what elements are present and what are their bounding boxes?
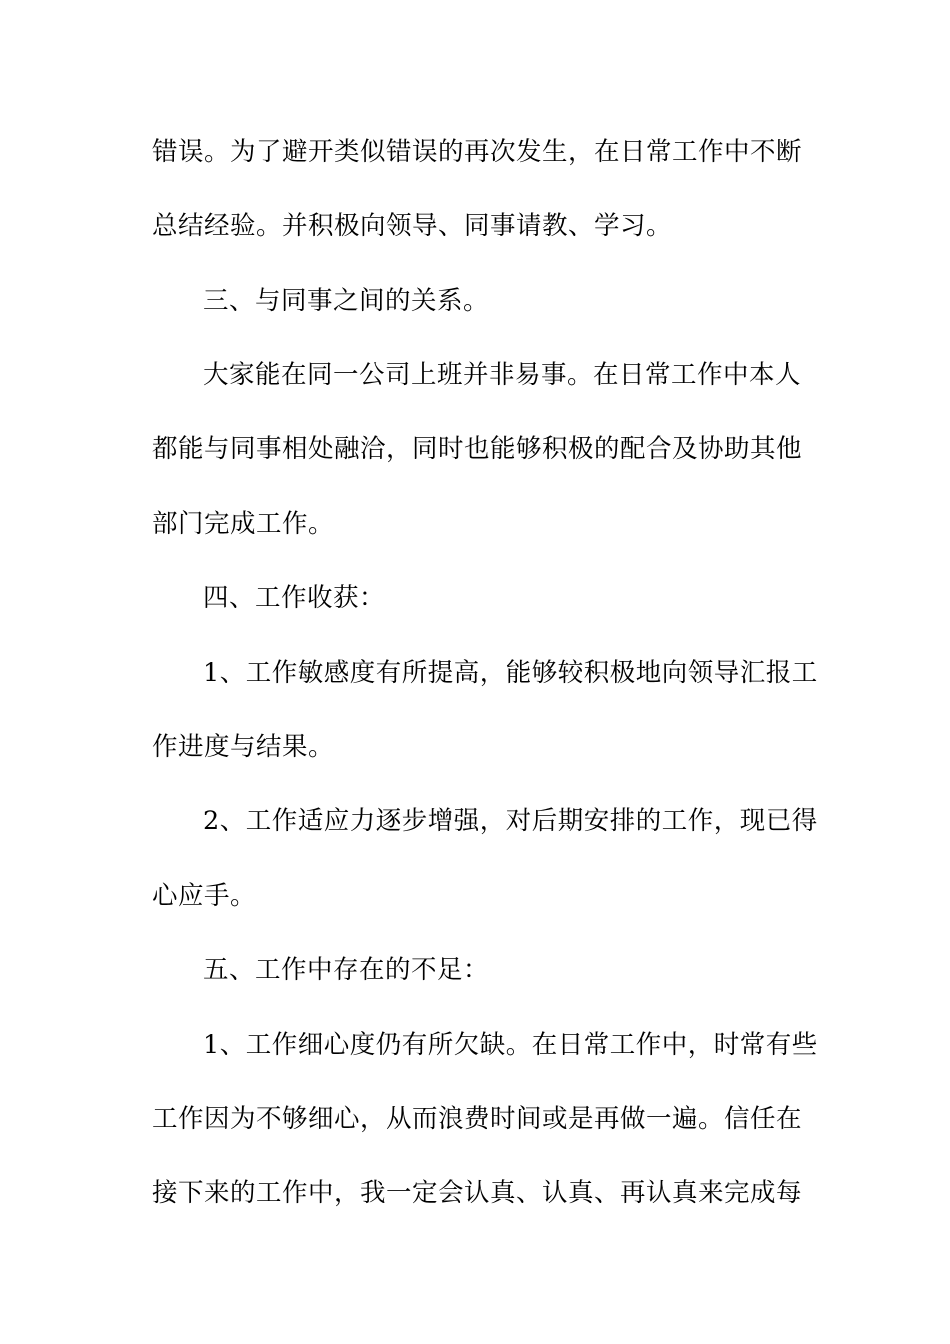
text-line: 大家能在同一公司上班并非易事。在日常工作中本人: [203, 360, 802, 390]
section-heading: 三、与同事之间的关系。: [203, 286, 490, 316]
text-line: 都能与同事相处融洽，同时也能够积极的配合及协助其他: [152, 434, 803, 464]
text-line: 接下来的工作中，我一定会认真、认真、再认真来完成每: [152, 1178, 803, 1208]
text-line: 错误。为了避开类似错误的再次发生，在日常工作中不断: [152, 137, 803, 167]
text-line: 工作因为不够细心，从而浪费时间或是再做一遍。信任在: [152, 1104, 803, 1134]
list-item: 2、工作适应力逐步增强，对后期安排的工作，现已得: [203, 806, 818, 836]
list-item: 1、工作细心度仍有所欠缺。在日常工作中，时常有些: [203, 1030, 818, 1060]
text-line: 总结经验。并积极向领导、同事请教、学习。: [152, 211, 673, 241]
text-line: 部门完成工作。: [152, 509, 335, 539]
text-line: 心应手。: [152, 881, 257, 911]
text-line: 作进度与结果。: [152, 732, 335, 762]
section-heading: 五、工作中存在的不足：: [203, 955, 490, 985]
section-heading: 四、工作收获：: [203, 583, 386, 613]
list-item: 1、工作敏感度有所提高，能够较积极地向领导汇报工: [203, 658, 818, 688]
